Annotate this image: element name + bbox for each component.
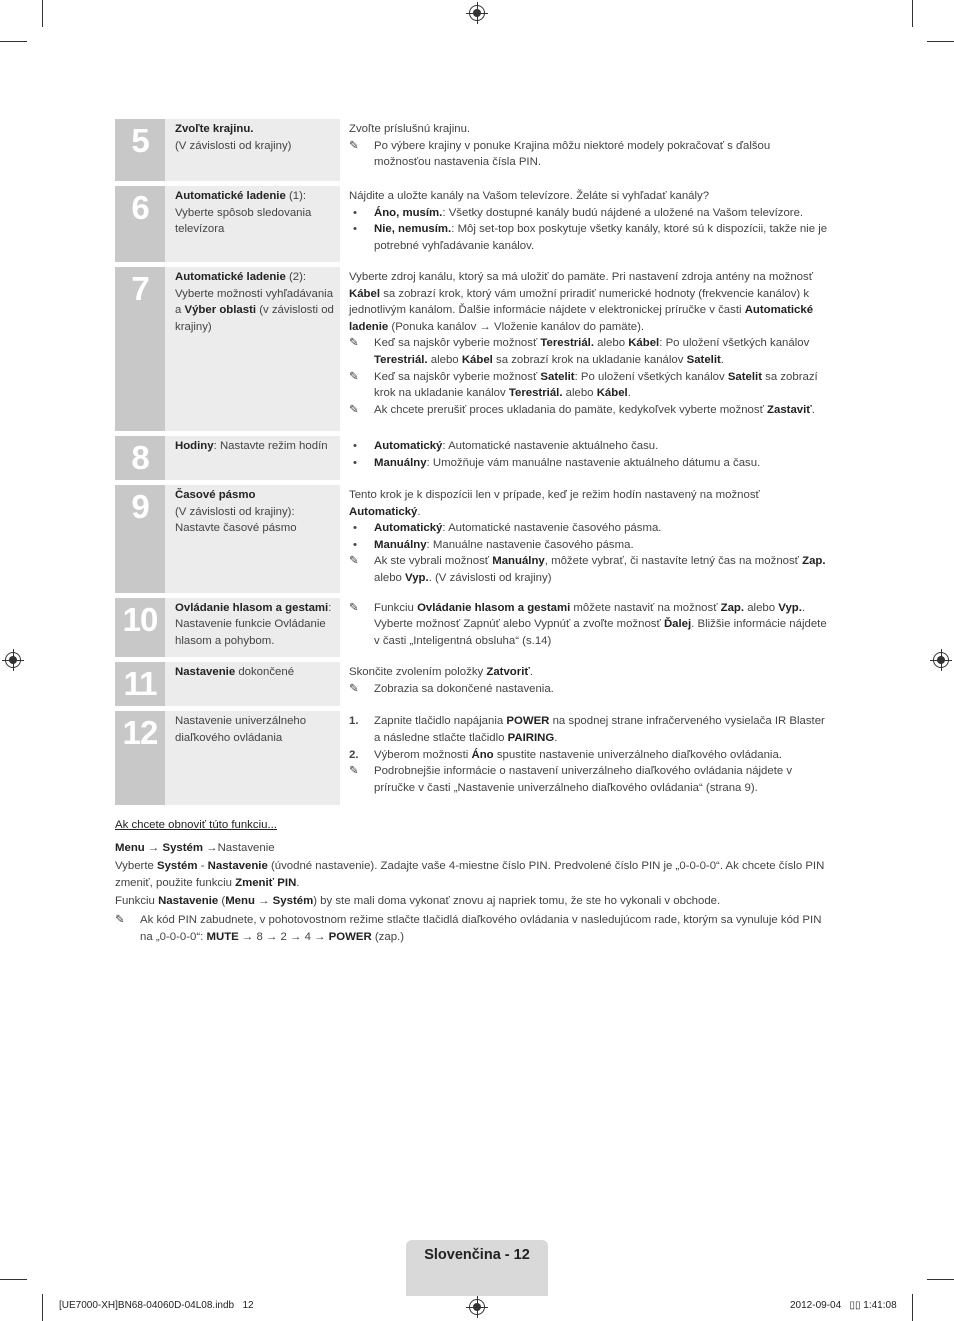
note-item: ✎ Ak chcete prerušiť proces ukladania do pamäte, kedykoľvek vyberte možnosť Zastaviť. (349, 402, 830, 419)
bullet-item: • Manuálny: Umožňuje vám manuálne nastavenie aktuálneho dátumu a času. (349, 455, 830, 472)
list-number: 1. (349, 715, 359, 728)
step-label-line: Nastavenie funkcie Ovládanie hlasom a pohybom. (175, 618, 326, 647)
restore-menu-path: Menu → Systém →Nastavenie (115, 841, 275, 854)
pencil-note-icon: ✎ (349, 555, 359, 568)
step-label-line: Automatické ladenie (1): (175, 190, 307, 202)
step-number: 12 (115, 711, 165, 805)
step-row-10 (115, 598, 830, 658)
bullet-item: • Manuálny: Manuálne nastavenie časového pásma. (349, 537, 830, 554)
list-number: 2. (349, 748, 359, 761)
footer-file-info: [UE7000-XH]BN68-04060D-04L08.indb 12 (59, 1300, 254, 1311)
crop-mark (912, 1294, 913, 1321)
step-number: 8 (115, 436, 165, 480)
step-label-line: Zvoľte krajinu. (175, 123, 254, 135)
step-label-line: (V závislosti od krajiny): Nastavte časové pásmo (175, 505, 297, 535)
step-row-11 (115, 662, 830, 706)
bullet-icon: • (353, 522, 357, 535)
step-description (340, 436, 830, 480)
note-item: ✎ Funkciu Ovládanie hlasom a gestami môžete nastaviť na možnosť Zap. alebo Vyp.. Vyberte možnosť Zapnúť alebo Vypnúť a zvoľte možnosť Ďalej. Bližšie informácie nájdete v časti „Inteligentná obsluha“ (s.14) (349, 601, 827, 647)
step-number: 11 (115, 662, 165, 706)
bullet-icon: • (353, 440, 357, 452)
footer-date: 2012-09-04 ▯▯ 1:41:08 (790, 1300, 897, 1311)
step-label (165, 711, 340, 805)
step-label-line: Časové pásmo (175, 489, 256, 501)
step-label (165, 485, 340, 593)
description-text: Vyberte zdroj kanálu, ktorý sa má uložiť do pamäte. Pri nastavení zdroja antény na možnosť Kábel sa zobrazí krok, ktorý vám umožní priradiť numerické hodnoty (frekvencie kanálov) k jednotlivým kanálom. Ďalšie informácie nájdete v elektronickej príručke v časti Automatické ladenie (Ponuka kanálov → Vloženie kanálov do pamäte). (349, 271, 814, 333)
note-item: ✎ Keď sa najskôr vyberie možnosť Satelit: Po uložení všetkých kanálov Satelit sa zobrazí krok na ukladanie kanálov Terestriál. alebo Kábel. (349, 370, 818, 400)
step-number: 6 (115, 186, 165, 262)
registration-mark-icon (933, 652, 949, 668)
step-row-8 (115, 436, 830, 480)
restore-note: ✎ Ak kód PIN zabudnete, v pohotovostnom režime stlačte tlačidlá diaľkového ovládania v nasledujúcom rade, ktorým sa vynuluje kód PIN na „0-0-0-0“: MUTE → 8 → 2 → 4 → POWER (zap.) (115, 913, 822, 943)
description-text: Zvoľte príslušnú krajinu. (349, 123, 471, 135)
note-item: ✎ Podrobnejšie informácie o nastavení univerzálneho diaľkového ovládania nájdete v príručke v časti „Nastavenie univerzálneho diaľkového ovládania“ (strana 9). (349, 765, 793, 794)
step-row-9 (115, 485, 830, 593)
note-item: ✎ Po výbere krajiny v ponuke Krajina môžu niektoré modely pokračovať s ďalšou možnosťou nastavenia čísla PIN. (349, 139, 771, 169)
setup-steps-table (115, 119, 830, 810)
bullet-icon: • (353, 223, 357, 236)
crop-mark (0, 41, 27, 42)
step-description (340, 267, 830, 431)
bullet-icon: • (353, 538, 357, 551)
note-item: ✎ Ak ste vybrali možnosť Manuálny, môžete vybrať, či nastavíte letný čas na možnosť Zap. alebo Vyp.. (V závislosti od krajiny) (349, 555, 826, 584)
step-label-line: Automatické ladenie (2): (175, 271, 307, 283)
step-label (165, 267, 340, 431)
crop-mark (0, 1279, 27, 1280)
restore-section (115, 817, 830, 945)
registration-mark-icon (469, 5, 485, 21)
note-item: ✎ Zobrazia sa dokončené nastavenia. (349, 681, 830, 698)
bullet-item: • Automatický: Automatické nastavenie časového pásma. (349, 520, 830, 537)
pencil-note-icon: ✎ (349, 139, 359, 152)
pencil-note-icon: ✎ (349, 337, 359, 350)
numbered-item: 1. Zapnite tlačidlo napájania POWER na spodnej strane infračerveného vysielača IR Blaster a následne stlačte tlačidlo PAIRING. (349, 715, 825, 744)
step-row-5 (115, 119, 830, 181)
step-description (340, 711, 830, 805)
step-row-6 (115, 186, 830, 262)
step-label-line: Vyberte možnosti vyhľadávania a Výber oblasti (v závislosti od krajiny) (175, 287, 334, 333)
crop-mark (927, 1279, 954, 1280)
bullet-icon: • (353, 456, 357, 469)
pencil-note-icon: ✎ (349, 403, 359, 416)
registration-mark-icon (5, 652, 21, 668)
crop-mark (42, 1294, 43, 1321)
crop-mark (42, 0, 43, 27)
restore-paragraph-2: Funkciu Nastavenie (Menu → Systém) by ste mali doma vykonať znovu aj napriek tomu, že ste ho vykonali v obchode. (115, 895, 721, 908)
step-row-7 (115, 267, 830, 431)
step-label (165, 186, 340, 262)
numbered-item: 2. Výberom možnosti Áno spustite nastavenie univerzálneho diaľkového ovládania. (349, 747, 830, 764)
step-description (340, 662, 830, 706)
step-label (165, 598, 340, 658)
crop-mark (912, 0, 913, 27)
step-number: 5 (115, 119, 165, 181)
restore-title: Ak chcete obnoviť túto funkciu... (115, 819, 277, 831)
step-label-line: Hodiny: Nastavte režim hodín (175, 440, 328, 452)
step-label (165, 436, 340, 480)
step-label (165, 662, 340, 706)
registration-mark-icon (469, 1299, 485, 1315)
step-label-line: Nastavenie dokončené (175, 666, 295, 679)
step-label-line: Vyberte spôsob sledovania televízora (175, 206, 312, 236)
restore-paragraph-1: Vyberte Systém - Nastavenie (úvodné nastavenie). Zadajte vaše 4-miestne číslo PIN. Predvolené číslo PIN je „0-0-0-0“. Ak chcete číslo PIN zmeniť, použite funkciu Zmeniť PIN. (115, 860, 825, 889)
step-row-12 (115, 711, 830, 805)
pencil-note-icon: ✎ (115, 913, 125, 926)
bullet-item: • Áno, musím.: Všetky dostupné kanály budú nájdené a uložené na Vašom televízore. (349, 205, 830, 222)
note-item: ✎ Keď sa najskôr vyberie možnosť Terestriál. alebo Kábel: Po uložení všetkých kanálov Terestriál. alebo Kábel sa zobrazí krok na ukladanie kanálov Satelit. (349, 337, 810, 366)
description-text: Skončite zvolením položky Zatvoriť. (349, 666, 533, 679)
bullet-icon: • (353, 206, 357, 219)
step-description (340, 186, 830, 262)
step-label-line: Nastavenie univerzálneho diaľkového ovládania (175, 715, 307, 744)
pencil-note-icon: ✎ (349, 370, 359, 383)
description-text: Nájdite a uložte kanály na Vašom televízore. Želáte si vyhľadať kanály? (349, 190, 710, 202)
step-number: 10 (115, 598, 165, 658)
step-label-line: Ovládanie hlasom a gestami: (175, 601, 332, 614)
step-label-line: (V závislosti od krajiny) (175, 139, 292, 152)
pencil-note-icon: ✎ (349, 601, 359, 614)
pencil-note-icon: ✎ (349, 682, 359, 695)
step-label (165, 119, 340, 181)
crop-mark (927, 41, 954, 42)
step-description (340, 598, 830, 658)
step-description (340, 119, 830, 181)
bullet-item: • Automatický: Automatické nastavenie aktuálneho času. (349, 438, 830, 455)
description-text: Tento krok je k dispozícii len v prípade, keď je režim hodín nastavený na možnosť Automatický. (349, 489, 760, 518)
page-number-badge: Slovenčina - 12 (406, 1240, 548, 1296)
step-description (340, 485, 830, 593)
bullet-item: • Nie, nemusím.: Môj set-top box poskytuje všetky kanály, ktoré sú k dispozícii, takže nie je potrebné vyhľadávanie kanálov. (349, 221, 830, 254)
step-number: 7 (115, 267, 165, 431)
step-number: 9 (115, 485, 165, 593)
pencil-note-icon: ✎ (349, 765, 359, 778)
